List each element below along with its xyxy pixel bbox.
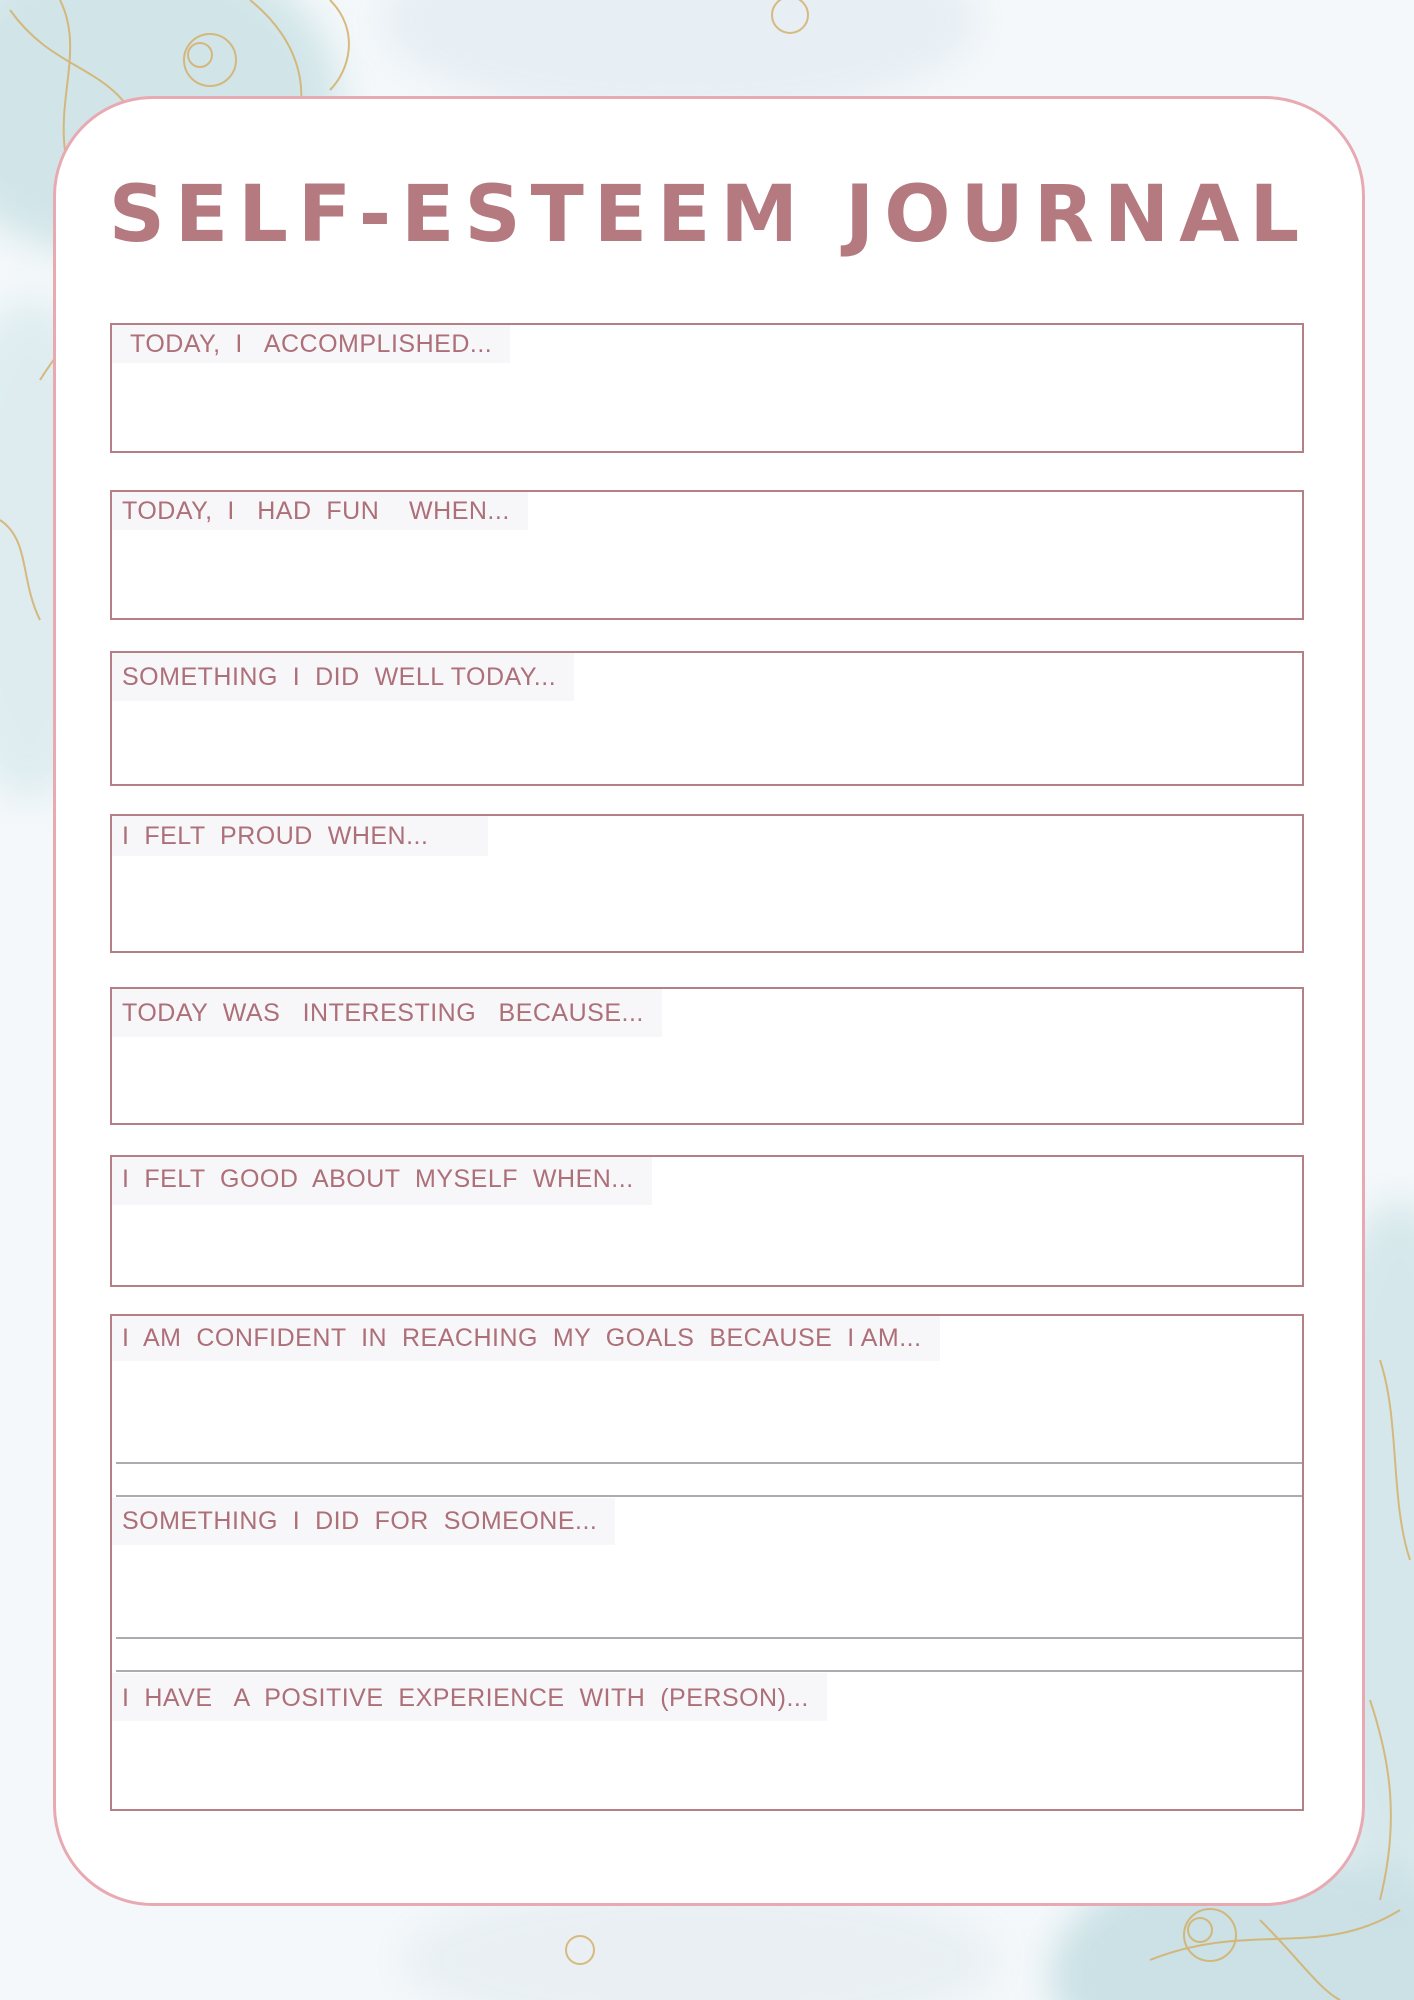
prompt-label: I FELT PROUD WHEN... bbox=[112, 816, 488, 856]
prompt-box-accomplished[interactable] bbox=[110, 323, 1304, 453]
page-title: SELF-ESTEEM JOURNAL bbox=[108, 170, 1310, 260]
prompt-label: SOMETHING I DID WELL TODAY... bbox=[112, 653, 574, 701]
prompt-label: I FELT GOOD ABOUT MYSELF WHEN... bbox=[112, 1157, 652, 1205]
divider-line bbox=[116, 1495, 1302, 1497]
prompt-box-felt-proud[interactable] bbox=[110, 814, 1304, 953]
divider-line bbox=[116, 1670, 1302, 1672]
prompt-area-for-someone[interactable] bbox=[112, 1498, 1302, 1636]
prompt-label: TODAY, I ACCOMPLISHED... bbox=[112, 325, 510, 363]
prompt-box-had-fun[interactable] bbox=[110, 490, 1304, 620]
prompt-label: TODAY, I HAD FUN WHEN... bbox=[112, 492, 528, 530]
prompt-box-did-well[interactable] bbox=[110, 651, 1304, 786]
divider-line bbox=[116, 1462, 1302, 1464]
prompt-label: SOMETHING I DID FOR SOMEONE... bbox=[112, 1498, 615, 1545]
divider-line bbox=[116, 1637, 1302, 1639]
prompt-area-positive-experience[interactable] bbox=[112, 1673, 1302, 1809]
prompt-label: I AM CONFIDENT IN REACHING MY GOALS BECAUSE I AM... bbox=[112, 1316, 940, 1361]
prompt-box-felt-good[interactable] bbox=[110, 1155, 1304, 1287]
prompt-label: I HAVE A POSITIVE EXPERIENCE WITH (PERSON)... bbox=[112, 1673, 827, 1721]
prompt-label: TODAY WAS INTERESTING BECAUSE... bbox=[112, 989, 662, 1037]
prompt-area-confident[interactable] bbox=[112, 1316, 1302, 1462]
prompt-box-interesting[interactable] bbox=[110, 987, 1304, 1125]
